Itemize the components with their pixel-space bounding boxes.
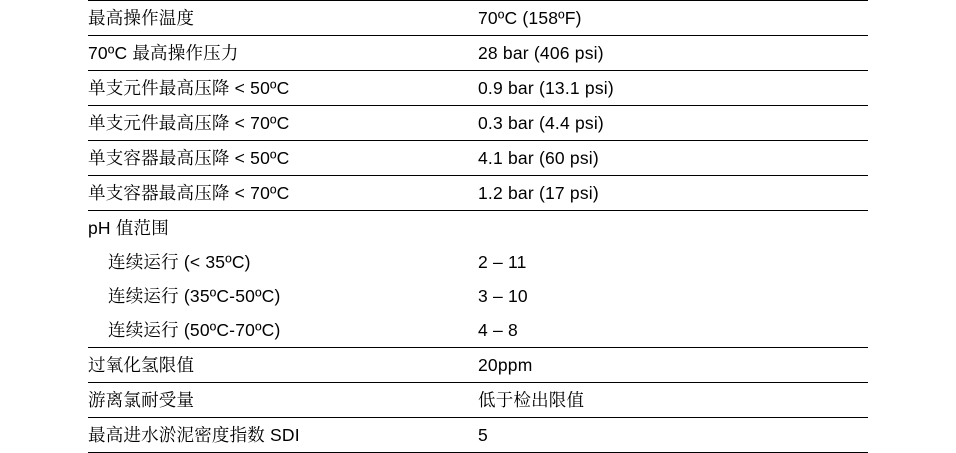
row-value: 4.1 bar (60 psi) bbox=[478, 148, 599, 168]
row-value-cell bbox=[478, 383, 868, 418]
row-label: 过氧化氢限值 bbox=[88, 355, 195, 375]
row-label-cell bbox=[88, 1, 478, 36]
row-value: 28 bar (406 psi) bbox=[478, 43, 604, 63]
row-label-cell bbox=[88, 348, 478, 383]
table-row bbox=[88, 245, 868, 279]
row-value-cell bbox=[478, 211, 868, 246]
row-label-cell bbox=[88, 418, 478, 453]
row-label: 连续运行 (50ºC-70ºC) bbox=[108, 320, 281, 340]
row-value: 1.2 bar (17 psi) bbox=[478, 183, 599, 203]
table-row bbox=[88, 383, 868, 418]
row-label: 游离氯耐受量 bbox=[88, 390, 195, 410]
table-row bbox=[88, 313, 868, 348]
specification-table-container bbox=[88, 0, 868, 453]
row-value-cell bbox=[478, 36, 868, 71]
row-label-cell bbox=[88, 245, 478, 279]
row-label-cell bbox=[88, 383, 478, 418]
row-value: 70ºC (158ºF) bbox=[478, 8, 582, 28]
table-row bbox=[88, 106, 868, 141]
row-value: 5 bbox=[478, 425, 488, 445]
row-label: 单支容器最高压降 < 70ºC bbox=[88, 183, 290, 203]
row-value-cell bbox=[478, 313, 868, 348]
row-value-cell bbox=[478, 279, 868, 313]
row-value-cell bbox=[478, 348, 868, 383]
row-label: 连续运行 (35ºC-50ºC) bbox=[108, 286, 281, 306]
row-value-cell bbox=[478, 176, 868, 211]
specification-table bbox=[88, 0, 868, 453]
table-row bbox=[88, 176, 868, 211]
row-value: 20ppm bbox=[478, 355, 533, 375]
row-label-cell bbox=[88, 141, 478, 176]
row-value-cell bbox=[478, 1, 868, 36]
row-label-cell bbox=[88, 176, 478, 211]
row-label-cell bbox=[88, 211, 478, 246]
row-value: 3 – 10 bbox=[478, 286, 528, 306]
row-label: 70ºC 最高操作压力 bbox=[88, 43, 239, 63]
table-row bbox=[88, 71, 868, 106]
row-label: 最高操作温度 bbox=[88, 8, 195, 28]
row-label-cell bbox=[88, 279, 478, 313]
row-value: 4 – 8 bbox=[478, 320, 518, 340]
row-label-cell bbox=[88, 106, 478, 141]
row-value-cell bbox=[478, 71, 868, 106]
row-value-cell bbox=[478, 106, 868, 141]
row-label-cell bbox=[88, 313, 478, 348]
table-row bbox=[88, 141, 868, 176]
row-value: 2 – 11 bbox=[478, 252, 527, 272]
row-label: 单支容器最高压降 < 50ºC bbox=[88, 148, 290, 168]
row-label: pH 值范围 bbox=[88, 218, 169, 238]
row-label: 连续运行 (< 35ºC) bbox=[108, 252, 251, 272]
table-row bbox=[88, 279, 868, 313]
row-value: 0.3 bar (4.4 psi) bbox=[478, 113, 604, 133]
table-row bbox=[88, 418, 868, 453]
row-value-cell bbox=[478, 141, 868, 176]
row-value: 低于检出限值 bbox=[478, 390, 585, 410]
row-label-cell bbox=[88, 71, 478, 106]
table-row bbox=[88, 1, 868, 36]
row-label: 单支元件最高压降 < 70ºC bbox=[88, 113, 290, 133]
table-row bbox=[88, 348, 868, 383]
table-body bbox=[88, 1, 868, 453]
table-row bbox=[88, 211, 868, 246]
row-value-cell bbox=[478, 245, 868, 279]
row-label: 单支元件最高压降 < 50ºC bbox=[88, 78, 290, 98]
row-label: 最高进水淤泥密度指数 SDI bbox=[88, 425, 300, 445]
row-value-cell bbox=[478, 418, 868, 453]
table-row bbox=[88, 36, 868, 71]
row-value: 0.9 bar (13.1 psi) bbox=[478, 78, 614, 98]
row-label-cell bbox=[88, 36, 478, 71]
